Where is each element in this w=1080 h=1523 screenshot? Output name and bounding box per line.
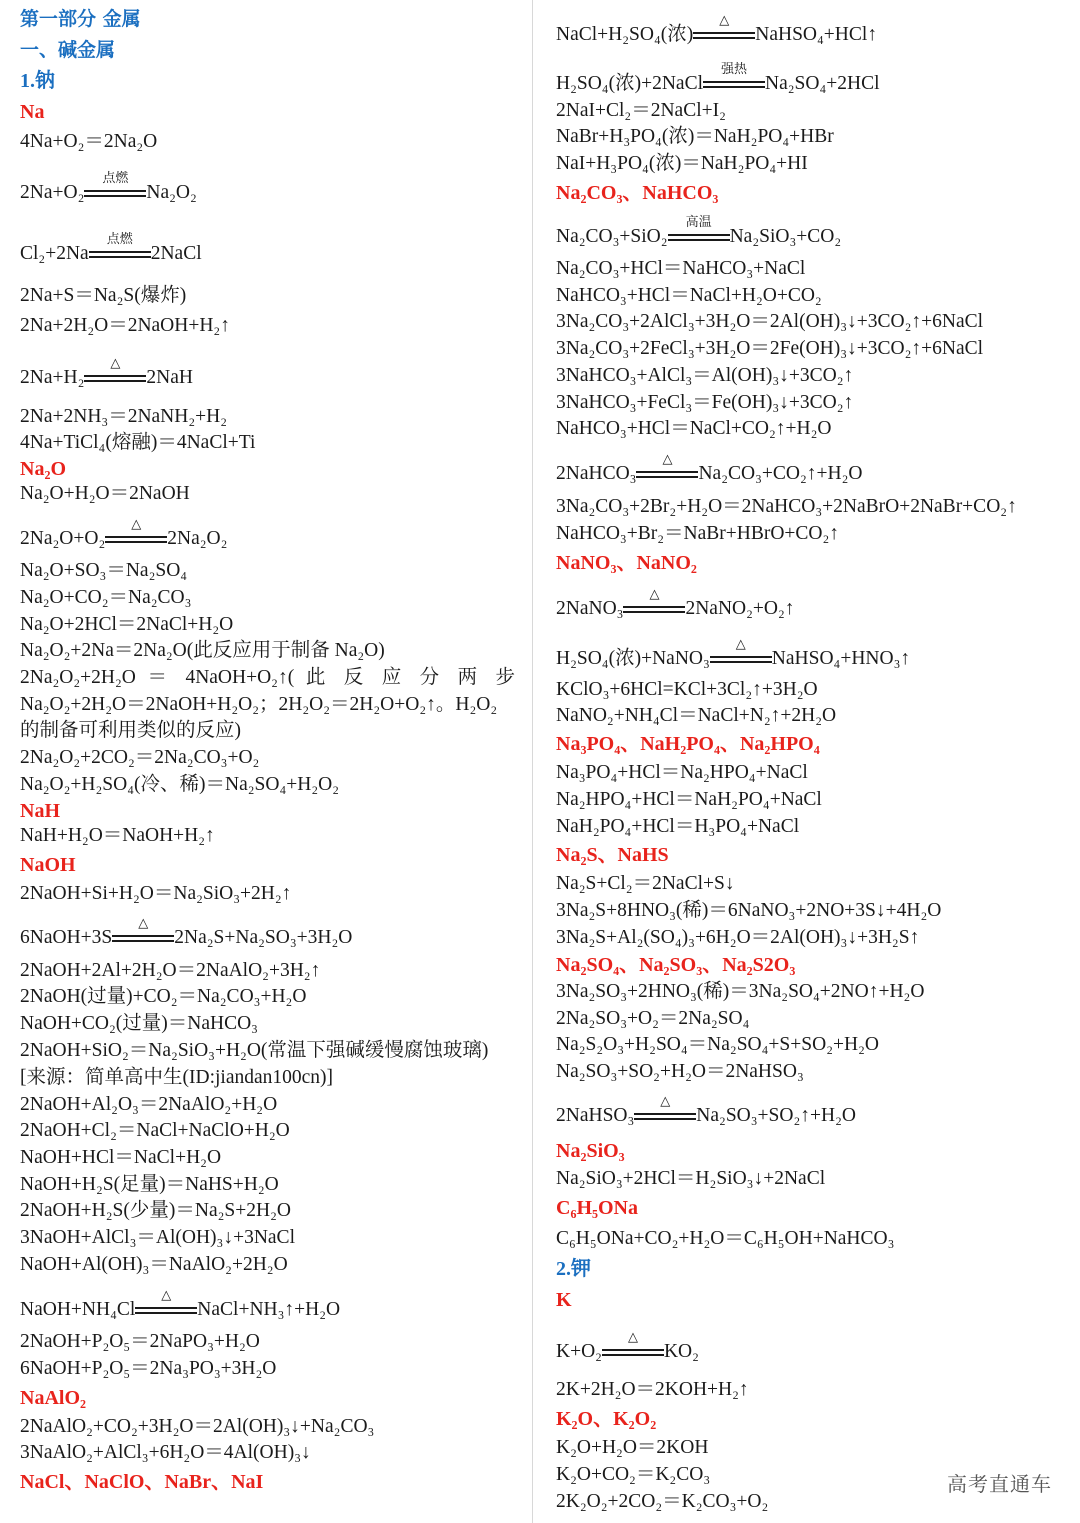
- equation: 4Na+O₂＝2Na₂O: [20, 131, 158, 152]
- equation: NaNO₂+NH₄Cl＝NaCl+N₂↑+2H₂O: [556, 705, 837, 726]
- equation: 3NaAlO₂+AlCl₃+6H₂O＝4Al(OH)₃↓: [20, 1442, 311, 1463]
- compound-heading: NaNO₃、NaNO₂: [556, 552, 697, 574]
- conditional-equation: NaOH+NH₄Cl △ NaCl+NH₃↑+H₂O: [20, 1297, 340, 1323]
- reaction-arrow: △: [710, 646, 772, 672]
- column-divider: [532, 0, 533, 1523]
- equation: 2NaOH+P₂O₅＝2NaPO₃+H₂O: [20, 1331, 260, 1352]
- conditional-equation: Na₂CO₃+SiO₂ 高温 Na₂SiO₃+CO₂: [556, 224, 841, 250]
- conditional-equation: H₂SO₄(浓)+NaNO₃ △ NaHSO₄+HNO₃↑: [556, 646, 910, 672]
- equation: Na₂O+CO₂＝Na₂CO₃: [20, 587, 192, 608]
- equation: 2Na+2H₂O＝2NaOH+H₂↑: [20, 315, 230, 336]
- equation: 3Na₂S+Al₂(SO₄)₃+6H₂O＝2Al(OH)₃↓+3H₂S↑: [556, 927, 920, 948]
- equation: 4Na+TiCl₄(熔融)＝4NaCl+Ti: [20, 432, 256, 453]
- compound-heading: NaAlO₂: [20, 1387, 86, 1409]
- equation: 3NaHCO₃+AlCl₃＝Al(OH)₃↓+3CO₂↑: [556, 365, 854, 386]
- equation: 2NaOH+Si+H₂O＝Na₂SiO₃+2H₂↑: [20, 883, 292, 904]
- equation: Na₂O+SO₃＝Na₂SO₄: [20, 560, 188, 581]
- equation: 3Na₂S+8HNO₃(稀)＝6NaNO₃+2NO+3S↓+4H₂O: [556, 900, 942, 921]
- conditional-equation: 2NaHCO₃ △ Na₂CO₃+CO₂↑+H₂O: [556, 461, 863, 487]
- equation: Na₂HPO₄+HCl＝NaH₂PO₄+NaCl: [556, 789, 822, 810]
- compound-heading: K₂O、K₂O₂: [556, 1408, 657, 1430]
- equation: Na₂SiO₃+2HCl＝H₂SiO₃↓+2NaCl: [556, 1168, 826, 1189]
- reaction-arrow: △: [84, 365, 146, 391]
- compound-heading: NaCl、NaClO、NaBr、NaI: [20, 1471, 264, 1493]
- equation: 6NaOH+P₂O₅＝2Na₃PO₃+3H₂O: [20, 1358, 277, 1379]
- reaction-arrow: 高温: [668, 224, 730, 250]
- equation: 2NaOH+2Al+2H₂O＝2NaAlO₂+3H₂↑: [20, 960, 321, 981]
- watermark: 高考直通车: [947, 1472, 1052, 1496]
- equation: Na₂O₂+2Na＝2Na₂O(此反应用于制备 Na₂O): [20, 640, 385, 661]
- equation: 2K+2H₂O＝2KOH+H₂↑: [556, 1379, 749, 1400]
- equation: K₂O+CO₂＝K₂CO₃: [556, 1464, 711, 1485]
- reaction-arrow: 点燃: [89, 241, 151, 267]
- equation: NaHCO₃+Br₂＝NaBr+HBrO+CO₂↑: [556, 523, 840, 544]
- equation: 2NaOH+Al₂O₃＝2NaAlO₂+H₂O: [20, 1094, 278, 1115]
- equation: Na₂O₂+H₂SO₄(冷、稀)＝Na₂SO₄+H₂O₂: [20, 774, 340, 795]
- equation: 2NaAlO₂+CO₂+3H₂O＝2Al(OH)₃↓+Na₂CO₃: [20, 1416, 375, 1437]
- reaction-arrow: △: [135, 1297, 197, 1323]
- conditional-equation: K+O₂ △ KO₂: [556, 1339, 699, 1365]
- equation: 3Na₂SO₃+2HNO₃(稀)＝3Na₂SO₄+2NO↑+H₂O: [556, 981, 925, 1002]
- reaction-arrow: △: [693, 22, 755, 48]
- equation: 2Na₂SO₃+O₂＝2Na₂SO₄: [556, 1008, 750, 1029]
- equation: 2Na+2NH₃＝2NaNH₂+H₂: [20, 406, 228, 427]
- equation: 2NaOH+Cl₂＝NaCl+NaClO+H₂O: [20, 1120, 290, 1141]
- equation: Na₂O+2HCl＝2NaCl+H₂O: [20, 614, 234, 635]
- reaction-arrow: △: [623, 596, 685, 622]
- equation: Na₂CO₃+HCl＝NaHCO₃+NaCl: [556, 258, 806, 279]
- equation: Na₂S₂O₃+H₂SO₄＝Na₂SO₄+S+SO₂+H₂O: [556, 1034, 879, 1055]
- equation: NaI+H₃PO₄(浓)＝NaH₂PO₄+HI: [556, 153, 808, 174]
- equation: NaOH+HCl＝NaCl+H₂O: [20, 1147, 222, 1168]
- equation: 2NaOH+SiO₂＝Na₂SiO₃+H₂O(常温下强碱缓慢腐蚀玻璃): [20, 1040, 489, 1061]
- equation: 3Na₂CO₃+2Br₂+H₂O＝2NaHCO₃+2NaBrO+2NaBr+CO₂↑: [556, 496, 1017, 517]
- reaction-arrow: △: [112, 925, 174, 951]
- equation: NaOH+CO₂(过量)＝NaHCO₃: [20, 1013, 258, 1034]
- equation: Na₂SO₃+SO₂+H₂O＝2NaHSO₃: [556, 1061, 804, 1082]
- source-note: [来源：简单高中生(ID:jiandan100cn)]: [20, 1067, 334, 1088]
- conditional-equation: 2NaHSO₃ △ Na₂SO₃+SO₂↑+H₂O: [556, 1103, 856, 1129]
- conditional-equation: NaCl+H₂SO₄(浓) △ NaHSO₄+HCl↑: [556, 22, 877, 48]
- conditional-equation: H₂SO₄(浓)+2NaCl 强热 Na₂SO₄+2HCl: [556, 71, 880, 97]
- subsection-title: 1.钠: [20, 70, 55, 92]
- reaction-arrow: △: [602, 1339, 664, 1365]
- equation: KClO₃+6HCl=KCl+3Cl₂↑+3H₂O: [556, 679, 818, 700]
- compound-heading: NaH: [20, 800, 60, 822]
- reaction-arrow: △: [636, 461, 698, 487]
- equation: 2NaI+Cl₂＝2NaCl+I₂: [556, 100, 726, 121]
- conditional-equation: Cl₂+2Na 点燃 2NaCl: [20, 241, 202, 267]
- equation: 2Na₂O₂+2CO₂＝2Na₂CO₃+O₂: [20, 747, 260, 768]
- equation: NaOH+H₂S(足量)＝NaHS+H₂O: [20, 1174, 279, 1195]
- equation: 2Na+S＝Na₂S(爆炸): [20, 285, 187, 306]
- compound-heading: Na₂S、NaHS: [556, 844, 669, 866]
- conditional-equation: 6NaOH+3S △ 2Na₂S+Na₂SO₃+3H₂O: [20, 925, 352, 951]
- equation: 3Na₂CO₃+2AlCl₃+3H₂O＝2Al(OH)₃↓+3CO₂↑+6NaCl: [556, 311, 984, 332]
- equation: NaH₂PO₄+HCl＝H₃PO₄+NaCl: [556, 816, 800, 837]
- equation: NaHCO₃+HCl＝NaCl+H₂O+CO₂: [556, 285, 822, 306]
- reaction-arrow: △: [105, 526, 167, 552]
- compound-heading: K: [556, 1289, 572, 1311]
- equation: 2NaOH(过量)+CO₂＝Na₂CO₃+H₂O: [20, 986, 307, 1007]
- reaction-arrow: 强热: [703, 71, 765, 97]
- equation: 3NaHCO₃+FeCl₃＝Fe(OH)₃↓+3CO₂↑: [556, 392, 854, 413]
- compound-heading: NaOH: [20, 854, 76, 876]
- subsection-title: 2.钾: [556, 1258, 591, 1280]
- equation: NaH+H₂O＝NaOH+H₂↑: [20, 825, 215, 846]
- equation: NaHCO₃+HCl＝NaCl+CO₂↑+H₂O: [556, 418, 832, 439]
- compound-heading: C₆H₅ONa: [556, 1197, 638, 1219]
- conditional-equation: 2NaNO₃ △ 2NaNO₂+O₂↑: [556, 596, 795, 622]
- reaction-arrow: △: [634, 1103, 696, 1129]
- equation: K₂O+H₂O＝2KOH: [556, 1437, 709, 1458]
- equation: Na₂S+Cl₂＝2NaCl+S↓: [556, 873, 735, 894]
- equation: C₆H₅ONa+CO₂+H₂O＝C₆H₅OH+NaHCO₃: [556, 1228, 895, 1249]
- equation: Na₂O₂+2H₂O＝2NaOH+H₂O₂；2H₂O₂＝2H₂O+O₂↑。H₂O₂: [20, 694, 498, 715]
- compound-heading: Na: [20, 101, 45, 123]
- equation: NaBr+H₃PO₄(浓)＝NaH₂PO₄+HBr: [556, 126, 834, 147]
- conditional-equation: 2Na₂O+O₂ △ 2Na₂O₂: [20, 526, 227, 552]
- equation: 2K₂O₂+2CO₂＝K₂CO₃+O₂: [556, 1491, 769, 1512]
- equation: 3NaOH+AlCl₃＝Al(OH)₃↓+3NaCl: [20, 1227, 295, 1248]
- compound-heading: Na₂SO₄、Na₂SO₃、Na₂S2O₃: [556, 954, 796, 976]
- equation: 2Na₂O₂+2H₂O ＝ 4NaOH+O₂↑( 此 反 应 分 两 步: [20, 667, 515, 688]
- reaction-arrow: 点燃: [84, 180, 146, 206]
- equation-note: 的制备可利用类似的反应): [20, 720, 241, 741]
- equation: 3Na₂CO₃+2FeCl₃+3H₂O＝2Fe(OH)₃↓+3CO₂↑+6NaCl: [556, 338, 984, 359]
- equation: Na₃PO₄+HCl＝Na₂HPO₄+NaCl: [556, 762, 808, 783]
- equation: Na₂O+H₂O＝2NaOH: [20, 483, 190, 504]
- conditional-equation: 2Na+H₂ △ 2NaH: [20, 365, 193, 391]
- conditional-equation: 2Na+O₂ 点燃 Na₂O₂: [20, 180, 197, 206]
- equation: NaOH+Al(OH)₃＝NaAlO₂+2H₂O: [20, 1254, 288, 1275]
- compound-heading: Na₂O: [20, 458, 66, 480]
- compound-heading: Na₂SiO₃: [556, 1140, 625, 1162]
- compound-heading: Na₂CO₃、NaHCO₃: [556, 182, 719, 204]
- part-title: 第一部分 金属: [20, 8, 141, 30]
- compound-heading: Na₃PO₄、NaH₂PO₄、Na₂HPO₄: [556, 733, 820, 755]
- section-title: 一、碱金属: [20, 39, 116, 61]
- equation: 2NaOH+H₂S(少量)＝Na₂S+2H₂O: [20, 1200, 291, 1221]
